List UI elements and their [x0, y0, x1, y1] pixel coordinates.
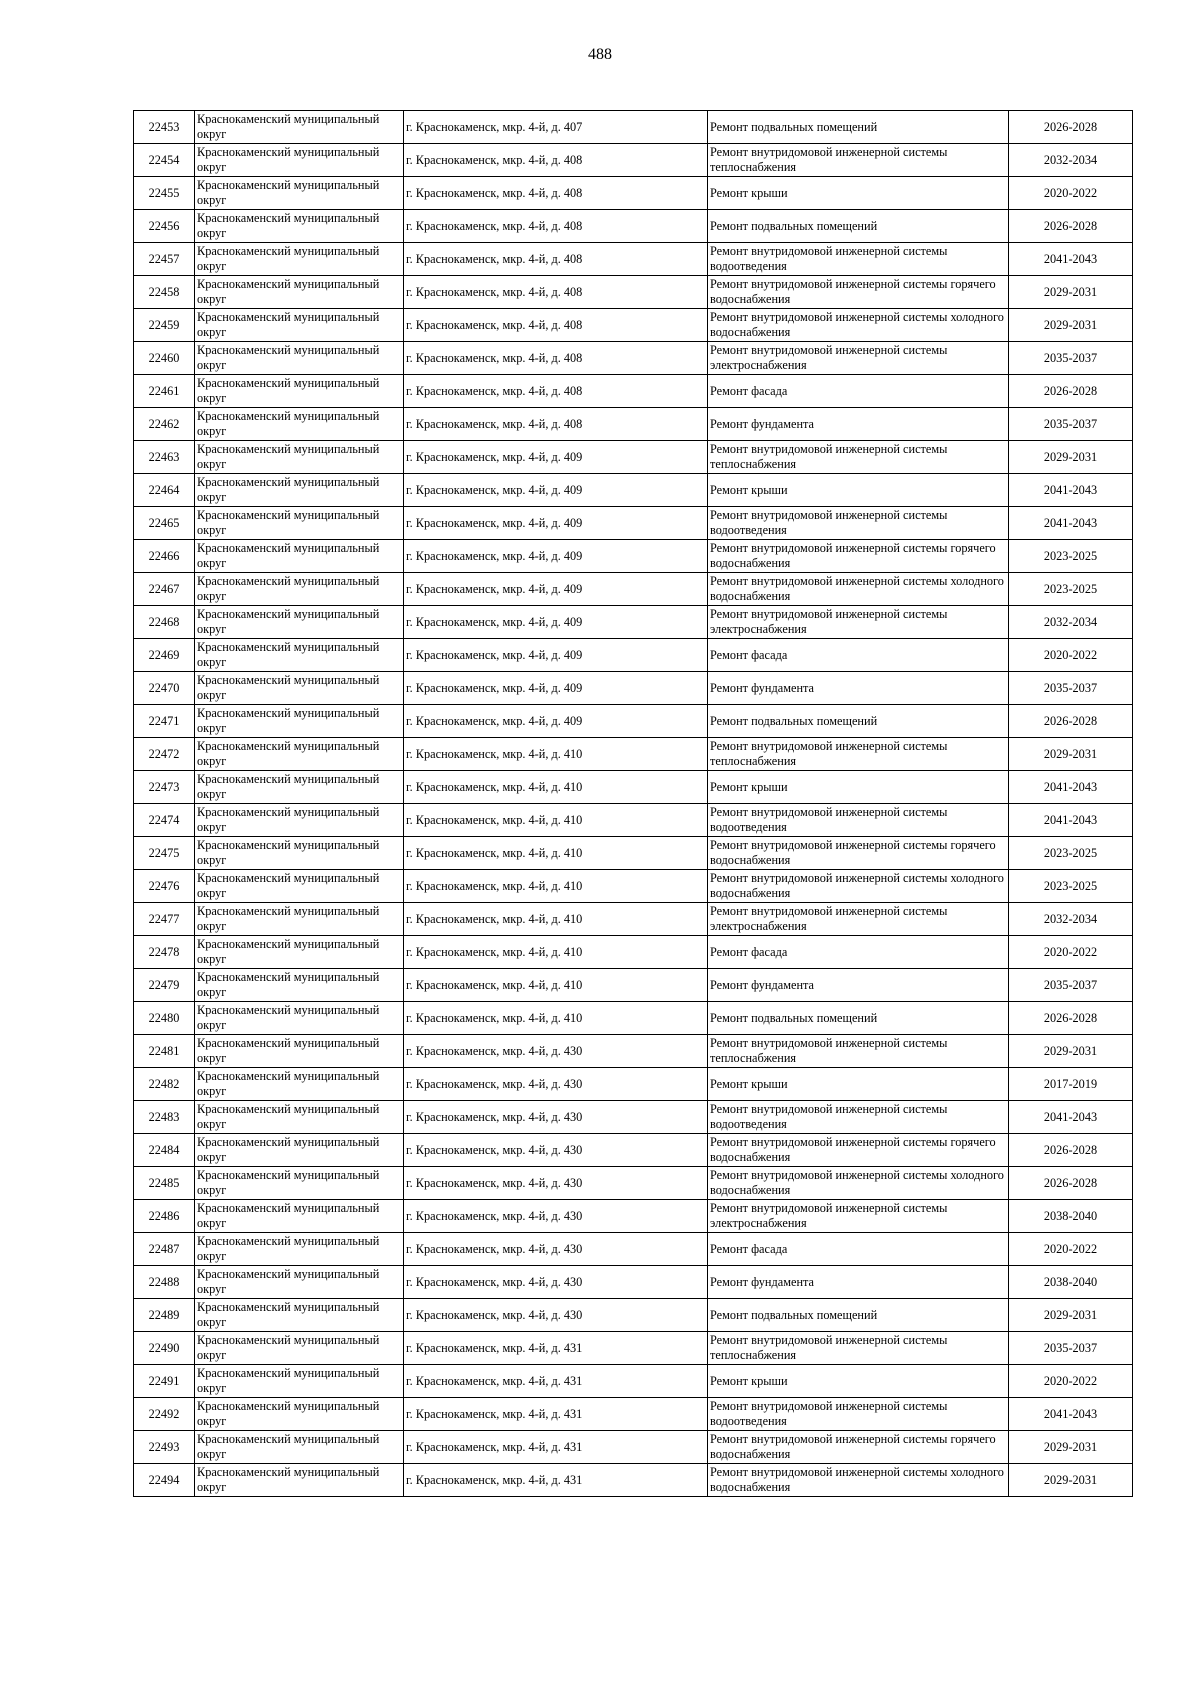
- planned-period: 2026-2028: [1009, 1167, 1133, 1200]
- row-number: 22488: [134, 1266, 195, 1299]
- table-row: [134, 1101, 1133, 1134]
- repair-work-type: Ремонт фасада: [708, 375, 1009, 408]
- planned-period: 2029-2031: [1009, 1299, 1133, 1332]
- table-row: [134, 1134, 1133, 1167]
- building-address: г. Краснокаменск, мкр. 4-й, д. 430: [404, 1233, 708, 1266]
- table-row: [134, 1332, 1133, 1365]
- planned-period: 2041-2043: [1009, 804, 1133, 837]
- building-address: г. Краснокаменск, мкр. 4-й, д. 407: [404, 111, 708, 144]
- planned-period: 2038-2040: [1009, 1266, 1133, 1299]
- table-row: [134, 837, 1133, 870]
- repair-work-type: Ремонт крыши: [708, 1365, 1009, 1398]
- table-row: [134, 309, 1133, 342]
- repair-work-type: Ремонт внутридомовой инженерной системы холодного водоснабжения: [708, 1167, 1009, 1200]
- row-number: 22487: [134, 1233, 195, 1266]
- repair-work-type: Ремонт внутридомовой инженерной системы электроснабжения: [708, 903, 1009, 936]
- row-number: 22459: [134, 309, 195, 342]
- municipal-district: Краснокаменский муниципальный округ: [195, 738, 404, 771]
- municipal-district: Краснокаменский муниципальный округ: [195, 837, 404, 870]
- planned-period: 2041-2043: [1009, 507, 1133, 540]
- municipal-district: Краснокаменский муниципальный округ: [195, 441, 404, 474]
- building-address: г. Краснокаменск, мкр. 4-й, д. 430: [404, 1101, 708, 1134]
- planned-period: 2035-2037: [1009, 1332, 1133, 1365]
- repair-work-type: Ремонт крыши: [708, 474, 1009, 507]
- building-address: г. Краснокаменск, мкр. 4-й, д. 410: [404, 804, 708, 837]
- row-number: 22475: [134, 837, 195, 870]
- planned-period: 2029-2031: [1009, 1431, 1133, 1464]
- building-address: г. Краснокаменск, мкр. 4-й, д. 408: [404, 144, 708, 177]
- building-address: г. Краснокаменск, мкр. 4-й, д. 409: [404, 639, 708, 672]
- table-row: [134, 969, 1133, 1002]
- table-row: [134, 1068, 1133, 1101]
- municipal-district: Краснокаменский муниципальный округ: [195, 1134, 404, 1167]
- repair-work-type: Ремонт фасада: [708, 1233, 1009, 1266]
- building-address: г. Краснокаменск, мкр. 4-й, д. 431: [404, 1431, 708, 1464]
- table-row: [134, 804, 1133, 837]
- municipal-district: Краснокаменский муниципальный округ: [195, 903, 404, 936]
- repair-work-type: Ремонт внутридомовой инженерной системы теплоснабжения: [708, 1035, 1009, 1068]
- row-number: 22456: [134, 210, 195, 243]
- repair-schedule-table: [133, 110, 1133, 1497]
- repair-work-type: Ремонт внутридомовой инженерной системы горячего водоснабжения: [708, 1431, 1009, 1464]
- municipal-district: Краснокаменский муниципальный округ: [195, 936, 404, 969]
- municipal-district: Краснокаменский муниципальный округ: [195, 804, 404, 837]
- row-number: 22480: [134, 1002, 195, 1035]
- repair-work-type: Ремонт крыши: [708, 771, 1009, 804]
- row-number: 22453: [134, 111, 195, 144]
- municipal-district: Краснокаменский муниципальный округ: [195, 1200, 404, 1233]
- planned-period: 2020-2022: [1009, 1365, 1133, 1398]
- building-address: г. Краснокаменск, мкр. 4-й, д. 408: [404, 177, 708, 210]
- building-address: г. Краснокаменск, мкр. 4-й, д. 409: [404, 606, 708, 639]
- row-number: 22474: [134, 804, 195, 837]
- repair-work-type: Ремонт фасада: [708, 639, 1009, 672]
- municipal-district: Краснокаменский муниципальный округ: [195, 1332, 404, 1365]
- repair-work-type: Ремонт фундамента: [708, 672, 1009, 705]
- table-row: [134, 342, 1133, 375]
- table-row: [134, 870, 1133, 903]
- repair-work-type: Ремонт внутридомовой инженерной системы электроснабжения: [708, 1200, 1009, 1233]
- municipal-district: Краснокаменский муниципальный округ: [195, 375, 404, 408]
- row-number: 22494: [134, 1464, 195, 1497]
- municipal-district: Краснокаменский муниципальный округ: [195, 111, 404, 144]
- row-number: 22489: [134, 1299, 195, 1332]
- planned-period: 2023-2025: [1009, 870, 1133, 903]
- municipal-district: Краснокаменский муниципальный округ: [195, 573, 404, 606]
- planned-period: 2026-2028: [1009, 705, 1133, 738]
- municipal-district: Краснокаменский муниципальный округ: [195, 144, 404, 177]
- municipal-district: Краснокаменский муниципальный округ: [195, 639, 404, 672]
- row-number: 22464: [134, 474, 195, 507]
- planned-period: 2026-2028: [1009, 1002, 1133, 1035]
- row-number: 22466: [134, 540, 195, 573]
- planned-period: 2029-2031: [1009, 276, 1133, 309]
- row-number: 22455: [134, 177, 195, 210]
- repair-work-type: Ремонт внутридомовой инженерной системы горячего водоснабжения: [708, 276, 1009, 309]
- building-address: г. Краснокаменск, мкр. 4-й, д. 410: [404, 870, 708, 903]
- repair-work-type: Ремонт подвальных помещений: [708, 111, 1009, 144]
- planned-period: 2026-2028: [1009, 210, 1133, 243]
- municipal-district: Краснокаменский муниципальный округ: [195, 276, 404, 309]
- planned-period: 2020-2022: [1009, 177, 1133, 210]
- municipal-district: Краснокаменский муниципальный округ: [195, 177, 404, 210]
- planned-period: 2020-2022: [1009, 639, 1133, 672]
- table-row: [134, 441, 1133, 474]
- table-row: [134, 672, 1133, 705]
- building-address: г. Краснокаменск, мкр. 4-й, д. 410: [404, 936, 708, 969]
- row-number: 22486: [134, 1200, 195, 1233]
- repair-work-type: Ремонт фундамента: [708, 408, 1009, 441]
- building-address: г. Краснокаменск, мкр. 4-й, д. 410: [404, 969, 708, 1002]
- building-address: г. Краснокаменск, мкр. 4-й, д. 410: [404, 903, 708, 936]
- repair-work-type: Ремонт внутридомовой инженерной системы холодного водоснабжения: [708, 573, 1009, 606]
- planned-period: 2041-2043: [1009, 771, 1133, 804]
- repair-work-type: Ремонт внутридомовой инженерной системы теплоснабжения: [708, 1332, 1009, 1365]
- municipal-district: Краснокаменский муниципальный округ: [195, 1167, 404, 1200]
- building-address: г. Краснокаменск, мкр. 4-й, д. 431: [404, 1398, 708, 1431]
- repair-work-type: Ремонт внутридомовой инженерной системы горячего водоснабжения: [708, 540, 1009, 573]
- table-row: [134, 639, 1133, 672]
- repair-work-type: Ремонт внутридомовой инженерной системы водоотведения: [708, 1398, 1009, 1431]
- repair-work-type: Ремонт фундамента: [708, 969, 1009, 1002]
- building-address: г. Краснокаменск, мкр. 4-й, д. 430: [404, 1035, 708, 1068]
- building-address: г. Краснокаменск, мкр. 4-й, д. 430: [404, 1200, 708, 1233]
- row-number: 22468: [134, 606, 195, 639]
- repair-work-type: Ремонт внутридомовой инженерной системы холодного водоснабжения: [708, 309, 1009, 342]
- row-number: 22481: [134, 1035, 195, 1068]
- table-row: [134, 1431, 1133, 1464]
- planned-period: 2032-2034: [1009, 903, 1133, 936]
- row-number: 22460: [134, 342, 195, 375]
- row-number: 22473: [134, 771, 195, 804]
- table-row: [134, 606, 1133, 639]
- row-number: 22469: [134, 639, 195, 672]
- planned-period: 2041-2043: [1009, 474, 1133, 507]
- table-row: [134, 903, 1133, 936]
- planned-period: 2029-2031: [1009, 441, 1133, 474]
- municipal-district: Краснокаменский муниципальный округ: [195, 1266, 404, 1299]
- building-address: г. Краснокаменск, мкр. 4-й, д. 409: [404, 507, 708, 540]
- page-number: 488: [588, 46, 612, 63]
- municipal-district: Краснокаменский муниципальный округ: [195, 408, 404, 441]
- repair-work-type: Ремонт внутридомовой инженерной системы водоотведения: [708, 1101, 1009, 1134]
- repair-work-type: Ремонт внутридомовой инженерной системы водоотведения: [708, 804, 1009, 837]
- table-row: [134, 1200, 1133, 1233]
- repair-work-type: Ремонт внутридомовой инженерной системы горячего водоснабжения: [708, 837, 1009, 870]
- table-body: [134, 111, 1133, 1497]
- row-number: 22457: [134, 243, 195, 276]
- municipal-district: Краснокаменский муниципальный округ: [195, 474, 404, 507]
- municipal-district: Краснокаменский муниципальный округ: [195, 1233, 404, 1266]
- municipal-district: Краснокаменский муниципальный округ: [195, 705, 404, 738]
- building-address: г. Краснокаменск, мкр. 4-й, д. 430: [404, 1167, 708, 1200]
- row-number: 22471: [134, 705, 195, 738]
- planned-period: 2035-2037: [1009, 969, 1133, 1002]
- table-row: [134, 771, 1133, 804]
- table-row: [134, 738, 1133, 771]
- row-number: 22483: [134, 1101, 195, 1134]
- municipal-district: Краснокаменский муниципальный округ: [195, 342, 404, 375]
- planned-period: 2023-2025: [1009, 837, 1133, 870]
- municipal-district: Краснокаменский муниципальный округ: [195, 1002, 404, 1035]
- table-row: [134, 507, 1133, 540]
- building-address: г. Краснокаменск, мкр. 4-й, д. 408: [404, 375, 708, 408]
- row-number: 22482: [134, 1068, 195, 1101]
- planned-period: 2041-2043: [1009, 1101, 1133, 1134]
- planned-period: 2035-2037: [1009, 342, 1133, 375]
- municipal-district: Краснокаменский муниципальный округ: [195, 1431, 404, 1464]
- building-address: г. Краснокаменск, мкр. 4-й, д. 410: [404, 738, 708, 771]
- municipal-district: Краснокаменский муниципальный округ: [195, 672, 404, 705]
- table-row: [134, 177, 1133, 210]
- municipal-district: Краснокаменский муниципальный округ: [195, 771, 404, 804]
- building-address: г. Краснокаменск, мкр. 4-й, д. 431: [404, 1464, 708, 1497]
- municipal-district: Краснокаменский муниципальный округ: [195, 243, 404, 276]
- table-row: [134, 243, 1133, 276]
- repair-work-type: Ремонт внутридомовой инженерной системы электроснабжения: [708, 606, 1009, 639]
- municipal-district: Краснокаменский муниципальный округ: [195, 969, 404, 1002]
- building-address: г. Краснокаменск, мкр. 4-й, д. 409: [404, 441, 708, 474]
- table-row: [134, 1464, 1133, 1497]
- repair-work-type: Ремонт фасада: [708, 936, 1009, 969]
- building-address: г. Краснокаменск, мкр. 4-й, д. 410: [404, 837, 708, 870]
- municipal-district: Краснокаменский муниципальный округ: [195, 540, 404, 573]
- building-address: г. Краснокаменск, мкр. 4-й, д. 430: [404, 1068, 708, 1101]
- row-number: 22472: [134, 738, 195, 771]
- municipal-district: Краснокаменский муниципальный округ: [195, 1299, 404, 1332]
- table-row: [134, 1002, 1133, 1035]
- row-number: 22493: [134, 1431, 195, 1464]
- municipal-district: Краснокаменский муниципальный округ: [195, 210, 404, 243]
- row-number: 22491: [134, 1365, 195, 1398]
- table-row: [134, 1167, 1133, 1200]
- repair-work-type: Ремонт подвальных помещений: [708, 705, 1009, 738]
- row-number: 22476: [134, 870, 195, 903]
- planned-period: 2041-2043: [1009, 1398, 1133, 1431]
- planned-period: 2020-2022: [1009, 1233, 1133, 1266]
- municipal-district: Краснокаменский муниципальный округ: [195, 507, 404, 540]
- building-address: г. Краснокаменск, мкр. 4-й, д. 410: [404, 1002, 708, 1035]
- building-address: г. Краснокаменск, мкр. 4-й, д. 409: [404, 672, 708, 705]
- planned-period: 2023-2025: [1009, 573, 1133, 606]
- planned-period: 2038-2040: [1009, 1200, 1133, 1233]
- table-row: [134, 1035, 1133, 1068]
- planned-period: 2032-2034: [1009, 606, 1133, 639]
- building-address: г. Краснокаменск, мкр. 4-й, д. 430: [404, 1266, 708, 1299]
- table-row: [134, 573, 1133, 606]
- row-number: 22454: [134, 144, 195, 177]
- building-address: г. Краснокаменск, мкр. 4-й, д. 408: [404, 210, 708, 243]
- building-address: г. Краснокаменск, мкр. 4-й, д. 409: [404, 705, 708, 738]
- building-address: г. Краснокаменск, мкр. 4-й, д. 409: [404, 540, 708, 573]
- row-number: 22492: [134, 1398, 195, 1431]
- table-row: [134, 705, 1133, 738]
- repair-work-type: Ремонт подвальных помещений: [708, 1299, 1009, 1332]
- building-address: г. Краснокаменск, мкр. 4-й, д. 409: [404, 474, 708, 507]
- repair-work-type: Ремонт подвальных помещений: [708, 210, 1009, 243]
- building-address: г. Краснокаменск, мкр. 4-й, д. 431: [404, 1365, 708, 1398]
- planned-period: 2026-2028: [1009, 375, 1133, 408]
- row-number: 22465: [134, 507, 195, 540]
- row-number: 22461: [134, 375, 195, 408]
- repair-work-type: Ремонт фундамента: [708, 1266, 1009, 1299]
- building-address: г. Краснокаменск, мкр. 4-й, д. 410: [404, 771, 708, 804]
- municipal-district: Краснокаменский муниципальный округ: [195, 1398, 404, 1431]
- municipal-district: Краснокаменский муниципальный округ: [195, 870, 404, 903]
- table-row: [134, 540, 1133, 573]
- building-address: г. Краснокаменск, мкр. 4-й, д. 408: [404, 309, 708, 342]
- table-row: [134, 1299, 1133, 1332]
- table-row: [134, 276, 1133, 309]
- municipal-district: Краснокаменский муниципальный округ: [195, 309, 404, 342]
- table-row: [134, 1233, 1133, 1266]
- municipal-district: Краснокаменский муниципальный округ: [195, 606, 404, 639]
- table-row: [134, 375, 1133, 408]
- planned-period: 2041-2043: [1009, 243, 1133, 276]
- building-address: г. Краснокаменск, мкр. 4-й, д. 431: [404, 1332, 708, 1365]
- table-row: [134, 144, 1133, 177]
- repair-work-type: Ремонт крыши: [708, 1068, 1009, 1101]
- municipal-district: Краснокаменский муниципальный округ: [195, 1365, 404, 1398]
- building-address: г. Краснокаменск, мкр. 4-й, д. 430: [404, 1134, 708, 1167]
- planned-period: 2032-2034: [1009, 144, 1133, 177]
- planned-period: 2035-2037: [1009, 408, 1133, 441]
- table-row: [134, 1365, 1133, 1398]
- building-address: г. Краснокаменск, мкр. 4-й, д. 408: [404, 342, 708, 375]
- row-number: 22479: [134, 969, 195, 1002]
- planned-period: 2029-2031: [1009, 1464, 1133, 1497]
- row-number: 22477: [134, 903, 195, 936]
- row-number: 22490: [134, 1332, 195, 1365]
- planned-period: 2035-2037: [1009, 672, 1133, 705]
- repair-work-type: Ремонт внутридомовой инженерной системы водоотведения: [708, 507, 1009, 540]
- municipal-district: Краснокаменский муниципальный округ: [195, 1464, 404, 1497]
- table-row: [134, 474, 1133, 507]
- repair-work-type: Ремонт внутридомовой инженерной системы холодного водоснабжения: [708, 1464, 1009, 1497]
- repair-work-type: Ремонт внутридомовой инженерной системы теплоснабжения: [708, 738, 1009, 771]
- table-row: [134, 111, 1133, 144]
- row-number: 22463: [134, 441, 195, 474]
- repair-work-type: Ремонт внутридомовой инженерной системы водоотведения: [708, 243, 1009, 276]
- planned-period: 2017-2019: [1009, 1068, 1133, 1101]
- municipal-district: Краснокаменский муниципальный округ: [195, 1068, 404, 1101]
- row-number: 22484: [134, 1134, 195, 1167]
- row-number: 22485: [134, 1167, 195, 1200]
- table-row: [134, 408, 1133, 441]
- repair-work-type: Ремонт внутридомовой инженерной системы электроснабжения: [708, 342, 1009, 375]
- planned-period: 2026-2028: [1009, 111, 1133, 144]
- planned-period: 2029-2031: [1009, 1035, 1133, 1068]
- repair-work-type: Ремонт внутридомовой инженерной системы теплоснабжения: [708, 441, 1009, 474]
- repair-work-type: Ремонт внутридомовой инженерной системы теплоснабжения: [708, 144, 1009, 177]
- table-row: [134, 1266, 1133, 1299]
- planned-period: 2029-2031: [1009, 738, 1133, 771]
- building-address: г. Краснокаменск, мкр. 4-й, д. 408: [404, 408, 708, 441]
- row-number: 22462: [134, 408, 195, 441]
- building-address: г. Краснокаменск, мкр. 4-й, д. 430: [404, 1299, 708, 1332]
- municipal-district: Краснокаменский муниципальный округ: [195, 1035, 404, 1068]
- row-number: 22478: [134, 936, 195, 969]
- table-row: [134, 210, 1133, 243]
- municipal-district: Краснокаменский муниципальный округ: [195, 1101, 404, 1134]
- repair-work-type: Ремонт внутридомовой инженерной системы холодного водоснабжения: [708, 870, 1009, 903]
- planned-period: 2026-2028: [1009, 1134, 1133, 1167]
- row-number: 22458: [134, 276, 195, 309]
- table-row: [134, 1398, 1133, 1431]
- building-address: г. Краснокаменск, мкр. 4-й, д. 409: [404, 573, 708, 606]
- row-number: 22467: [134, 573, 195, 606]
- repair-work-type: Ремонт внутридомовой инженерной системы горячего водоснабжения: [708, 1134, 1009, 1167]
- repair-work-type: Ремонт подвальных помещений: [708, 1002, 1009, 1035]
- row-number: 22470: [134, 672, 195, 705]
- planned-period: 2029-2031: [1009, 309, 1133, 342]
- planned-period: 2023-2025: [1009, 540, 1133, 573]
- building-address: г. Краснокаменск, мкр. 4-й, д. 408: [404, 243, 708, 276]
- table-row: [134, 936, 1133, 969]
- planned-period: 2020-2022: [1009, 936, 1133, 969]
- building-address: г. Краснокаменск, мкр. 4-й, д. 408: [404, 276, 708, 309]
- repair-work-type: Ремонт крыши: [708, 177, 1009, 210]
